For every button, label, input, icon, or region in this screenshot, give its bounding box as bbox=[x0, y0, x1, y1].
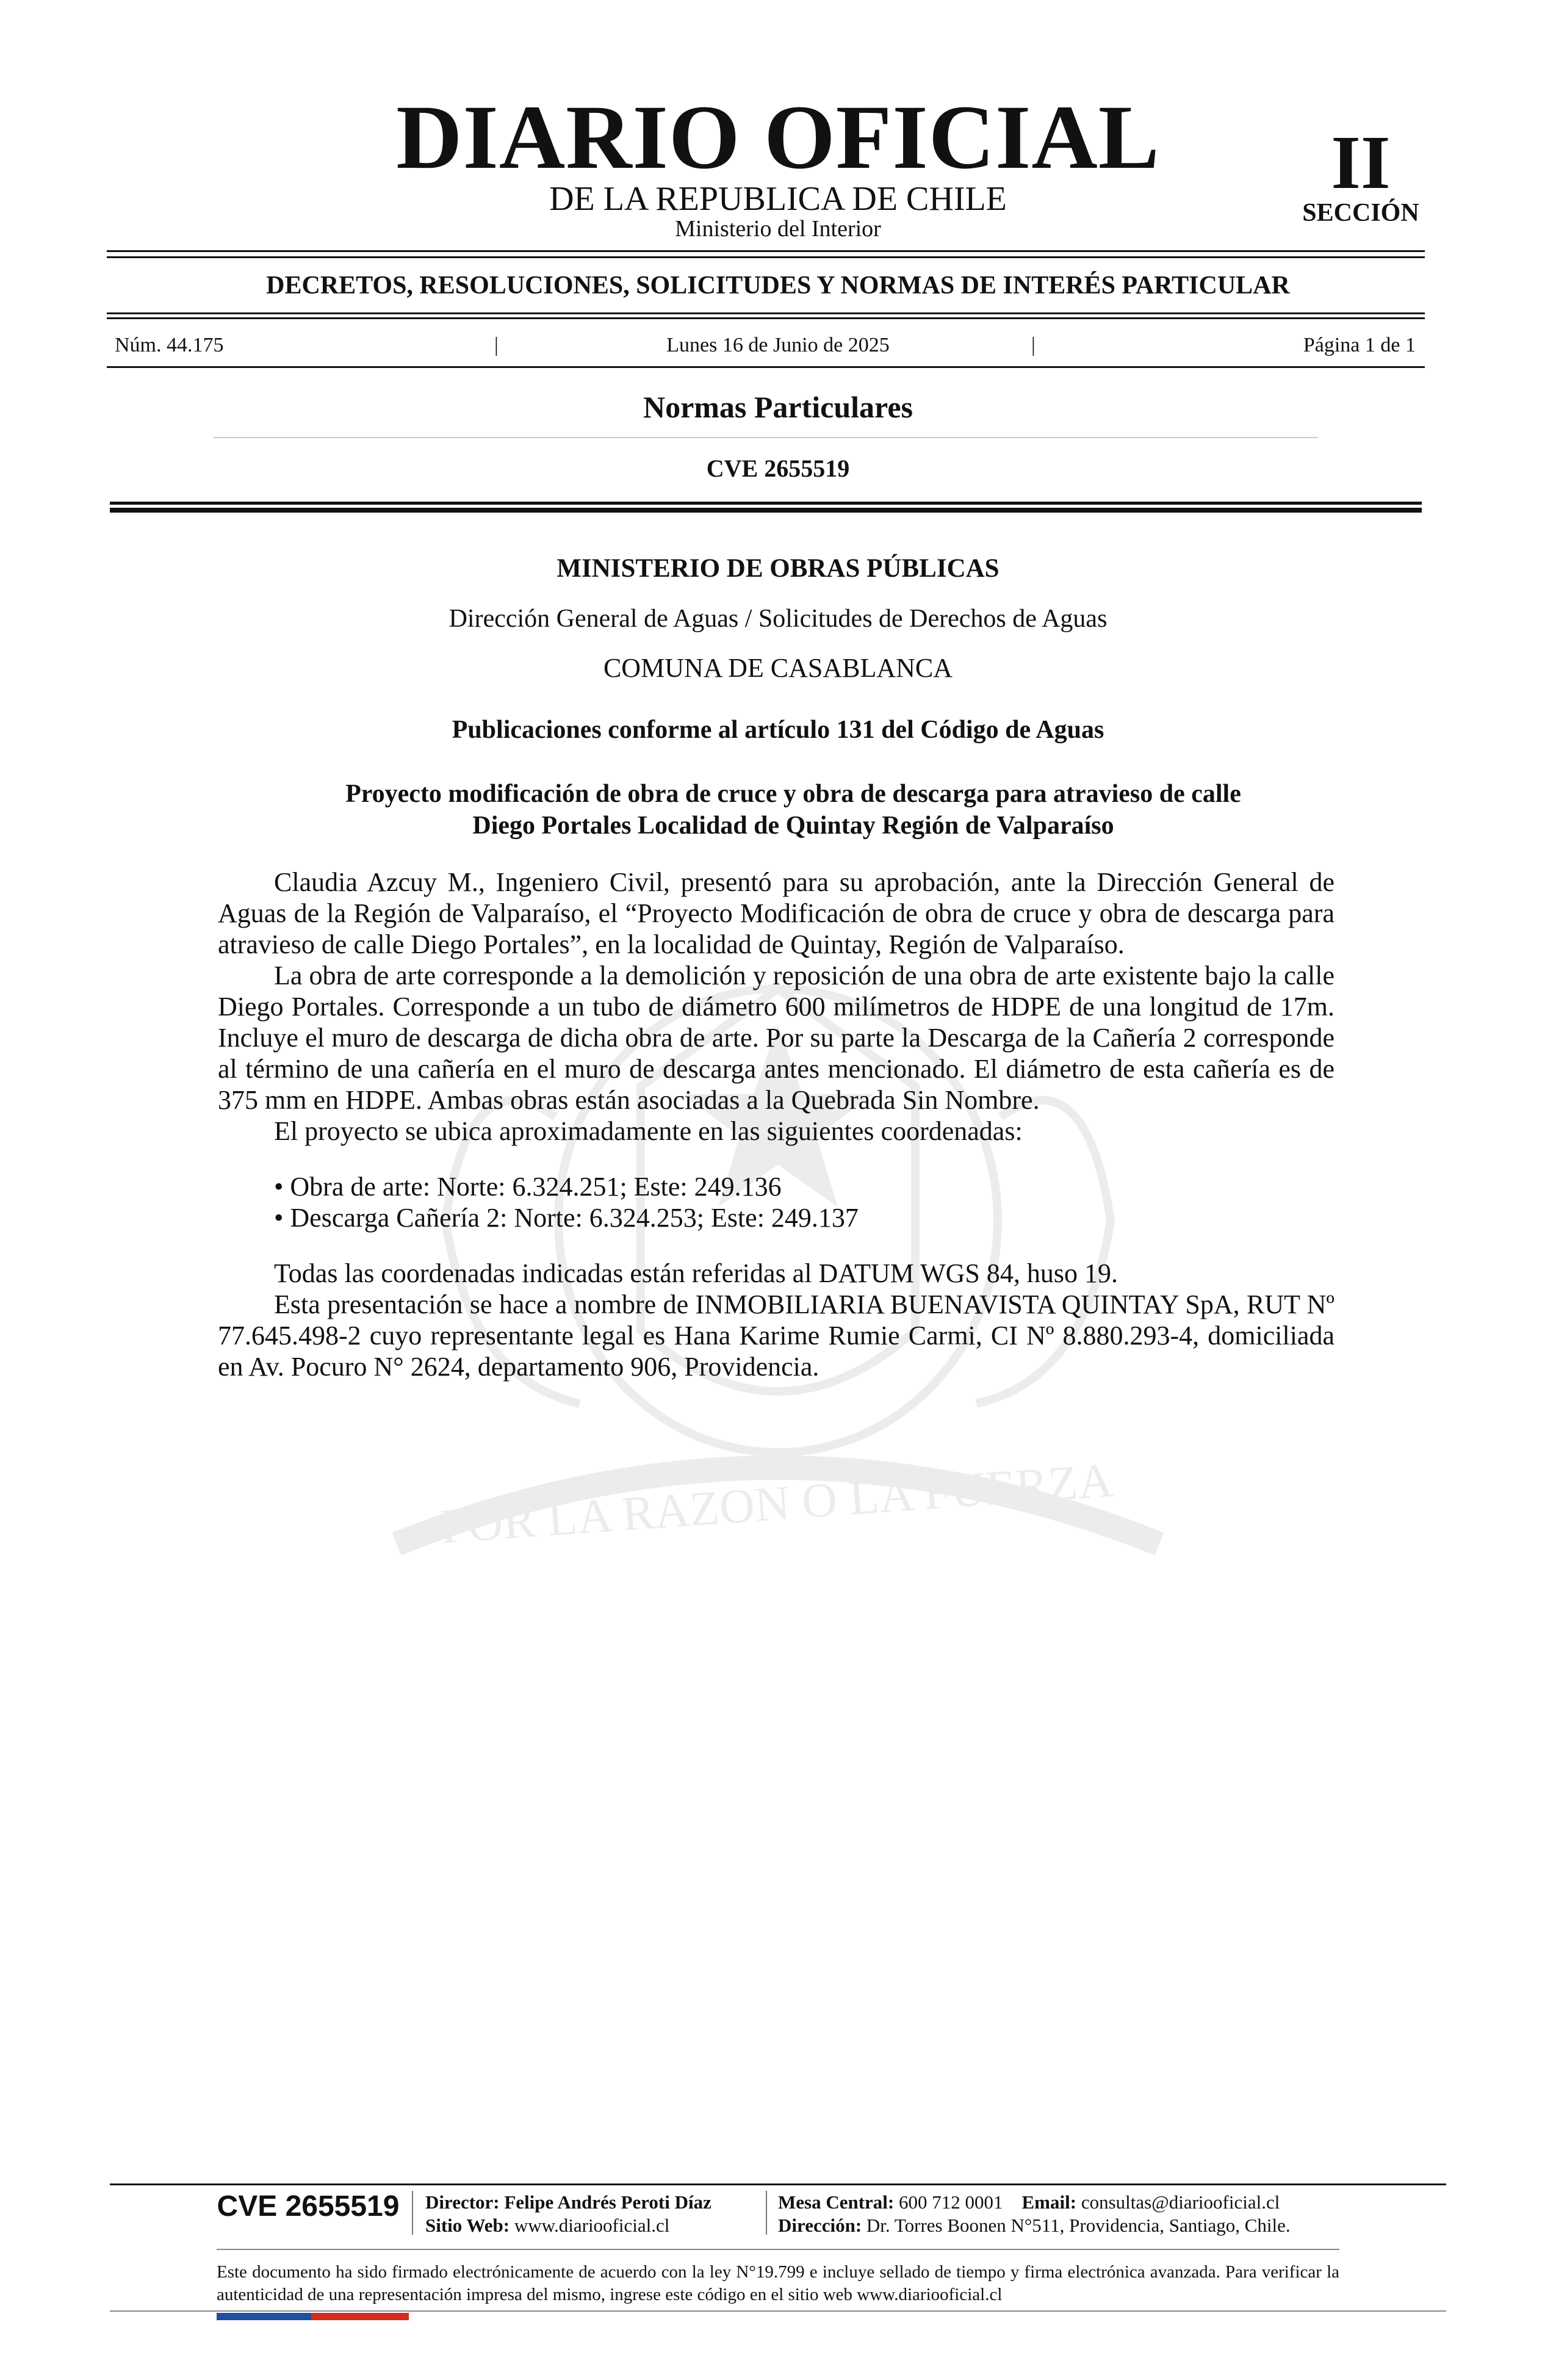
masthead-ministry: Ministerio del Interior bbox=[675, 216, 881, 242]
section-rule-thin bbox=[214, 437, 1318, 438]
issue-number: Núm. 44.175 bbox=[115, 334, 224, 356]
meta-rule bbox=[107, 366, 1425, 368]
section-number: II bbox=[1331, 121, 1391, 205]
notice-direction: Dirección General de Aguas / Solicitudes de Derechos de Aguas bbox=[448, 605, 1108, 633]
section-label: SECCIÓN bbox=[1302, 199, 1419, 227]
flag-stripe-red bbox=[311, 2313, 409, 2320]
phone-label: Mesa Central: bbox=[778, 2191, 895, 2213]
issue-date: Lunes 16 de Junio de 2025 bbox=[666, 334, 890, 356]
header-rule-mid-2 bbox=[107, 317, 1425, 319]
project-title-line-1: Proyecto modificación de obra de cruce y obra de descarga para atravieso de calle bbox=[345, 780, 1241, 808]
masthead-title: DIARIO OFICIAL bbox=[396, 87, 1160, 188]
meta-separator-left: | bbox=[494, 334, 499, 356]
section-cve: CVE 2655519 bbox=[706, 455, 850, 482]
footer-separator bbox=[412, 2191, 413, 2235]
footer-director-block bbox=[425, 2191, 767, 2237]
project-title-line-2: Diego Portales Localidad de Quintay Región de Valparaíso bbox=[472, 812, 1114, 840]
coordinates-item: • Obra de arte: Norte: 6.324.251; Este: 249.136 bbox=[274, 1172, 782, 1202]
body-paragraph: Todas las coordenadas indicadas están referidas al DATUM WGS 84, huso 19. bbox=[274, 1258, 1118, 1288]
flag-stripe-blue bbox=[217, 2313, 311, 2320]
coordinates-item: • Descarga Cañería 2: Norte: 6.324.253; Este: 249.137 bbox=[274, 1203, 859, 1233]
footer-contact-block bbox=[778, 2191, 1388, 2237]
body-paragraph: Claudia Azcuy M., Ingeniero Civil, presentó para su aprobación, ante la Dirección General de Aguas de la Región de Valparaíso, el “Proyecto Modificación de obra de cruce y obra de descarga para atravieso de calle Diego Portales”, en la localidad de Quintay, Región de Valparaíso. bbox=[218, 867, 1334, 959]
section-rule-bottom-2 bbox=[110, 508, 1422, 513]
footer-rule-mid bbox=[217, 2249, 1339, 2250]
coordinates-list bbox=[274, 1171, 1334, 1233]
email-label: Email: bbox=[1021, 2191, 1077, 2213]
footer-rule-bottom bbox=[110, 2310, 1446, 2312]
category-title: DECRETOS, RESOLUCIONES, SOLICITUDES Y NORMAS DE INTERÉS PARTICULAR bbox=[266, 272, 1290, 300]
footer-legal-note: Este documento ha sido firmado electrónicamente de acuerdo con la ley N°19.799 e incluye sellado de tiempo y firma electrónica avanzada. Para verificar la autenticidad de una representación impresa del mismo, ingrese este código en el sitio web www.diariooficial.cl bbox=[217, 2262, 1339, 2304]
section-name: Normas Particulares bbox=[643, 390, 913, 424]
meta-separator-right: | bbox=[1031, 334, 1036, 356]
header-rule-top-2 bbox=[107, 256, 1425, 258]
address-label: Dirección: bbox=[778, 2215, 862, 2236]
web-label: Sitio Web: bbox=[425, 2215, 510, 2236]
director-label: Director: bbox=[425, 2191, 500, 2213]
body-paragraph: La obra de arte corresponde a la demolición y reposición de una obra de arte existente bajo la calle Diego Portales. Corresponde a un tubo de diámetro 600 milímetros de HDPE de una longitud de 17m. Incluye el muro de descarga de dicha obra de arte. Por su parte la Descarga de la Cañería 2 corresponde al término de una cañería en el muro de descarga antes mencionado. El diámetro de esta cañería es de 375 mm en HDPE. Ambas obras están asociadas a la Quebrada Sin Nombre. bbox=[218, 961, 1334, 1115]
notice-ministry: MINISTERIO DE OBRAS PÚBLICAS bbox=[556, 554, 1000, 583]
address-value: Dr. Torres Boonen N°511, Providencia, Santiago, Chile. bbox=[866, 2215, 1291, 2236]
header-rule-mid bbox=[107, 312, 1425, 314]
director-name: Felipe Andrés Peroti Díaz bbox=[504, 2191, 711, 2213]
phone-value: 600 712 0001 bbox=[899, 2191, 1003, 2213]
notice-body bbox=[218, 867, 1334, 1382]
notice-publication: Publicaciones conforme al artículo 131 del Código de Aguas bbox=[452, 716, 1104, 744]
web-link[interactable]: www.diariooficial.cl bbox=[514, 2215, 670, 2236]
section-rule-bottom bbox=[110, 502, 1422, 505]
footer-rule-top bbox=[110, 2183, 1446, 2185]
email-link[interactable]: consultas@diariooficial.cl bbox=[1081, 2191, 1280, 2213]
notice-comuna: COMUNA DE CASABLANCA bbox=[603, 653, 953, 683]
footer-separator bbox=[766, 2191, 767, 2235]
watermark-motto: POR LA RAZON O LA FUERZA bbox=[439, 1453, 1115, 1554]
masthead-subtitle: DE LA REPUBLICA DE CHILE bbox=[549, 180, 1007, 218]
project-title bbox=[268, 778, 1318, 842]
page-indicator: Página 1 de 1 bbox=[1303, 334, 1416, 356]
body-paragraph: Esta presentación se hace a nombre de INMOBILIARIA BUENAVISTA QUINTAY SpA, RUT Nº 77.645.498-2 cuyo representante legal es Hana Karime Rumie Carmi, CI Nº 8.880.293-4, domiciliada en Av. Pocuro N° 2624, departamento 906, Providencia. bbox=[218, 1289, 1334, 1382]
body-paragraph: El proyecto se ubica aproximadamente en las siguientes coordenadas: bbox=[274, 1116, 1023, 1146]
header-rule-top bbox=[107, 250, 1425, 252]
footer-cve: CVE 2655519 bbox=[217, 2190, 400, 2223]
